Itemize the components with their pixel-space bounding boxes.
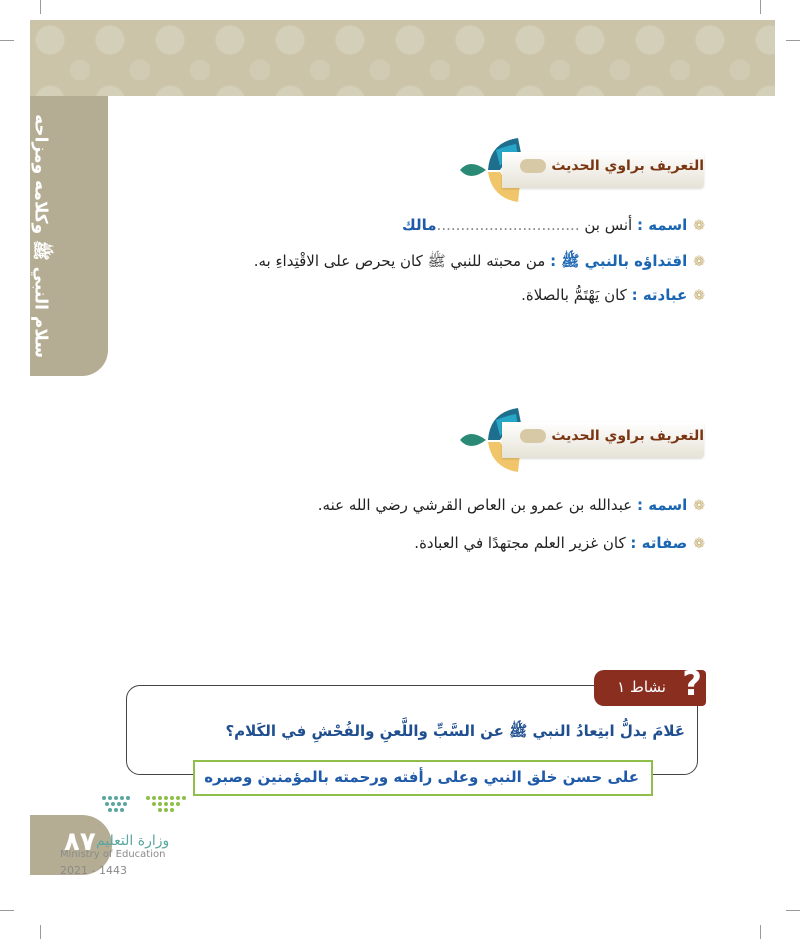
narrator-traits-line: ❁صفاته : كان غزير العلم مجتهدًا في العبادة.: [414, 534, 705, 552]
activity-answer-field[interactable]: [193, 760, 653, 796]
trim-mark: [0, 910, 14, 911]
trim-mark: [786, 40, 800, 41]
section-heading-text: التعريف براوي الحديث: [516, 428, 704, 444]
narrator-worship-line: ❁عبادته : كان يَهْتَمُّ بالصلاة.: [521, 286, 705, 304]
section-heading-text: التعريف براوي الحديث: [516, 158, 704, 174]
trim-mark: [760, 925, 761, 939]
section-heading-2: [460, 408, 710, 472]
flower-bullet-icon: ❁: [693, 254, 705, 270]
header-band: [30, 20, 775, 96]
trim-mark: [786, 910, 800, 911]
ministry-name-arabic: وزارة التعليم: [96, 833, 170, 849]
flower-bullet-icon: ❁: [693, 288, 705, 304]
ministry-logo-icon: [98, 792, 190, 818]
ministry-name-english: Ministry of Education: [60, 849, 166, 860]
narrator-following-line: ❁اقتداؤه بالنبي ﷺ : من محبته للنبي ﷺ كان يحرص على الاقْتِداءِ به.: [253, 252, 705, 270]
narrator-name-line: ❁اسمه : عبدالله بن عمرو بن العاص القرشي رضي الله عنه.: [317, 496, 705, 514]
honorific-seal-icon: [520, 159, 546, 173]
filled-answer: مالك: [402, 216, 437, 234]
flower-bullet-icon: ❁: [693, 536, 705, 552]
trim-mark: [40, 0, 41, 14]
flower-bullet-icon: ❁: [693, 218, 705, 234]
flower-bullet-icon: ❁: [693, 498, 705, 514]
activity-answer-text: على حسن خلق النبي وعلى رأفته ورحمته بالمؤمنين وصبره: [204, 768, 639, 786]
section-heading-1: [460, 138, 710, 202]
question-mark-icon: ?: [682, 664, 702, 704]
trim-mark: [760, 0, 761, 14]
page-number: ٨٧: [64, 827, 96, 857]
trim-mark: [40, 925, 41, 939]
honorific-seal-icon: [520, 429, 546, 443]
edition-year: 2021 - 1443: [60, 864, 127, 877]
activity-question: عَلامَ يدلُّ ابتِعادُ النبي ﷺ عن السَّبِّ واللَّعنِ والفُحْشِ في الكَلام؟: [225, 722, 685, 740]
activity-tag: نشاط ١ ?: [594, 670, 706, 706]
narrator-name-line: ❁اسمه : أنس بن ..............................مالك: [402, 216, 705, 234]
trim-mark: [0, 40, 14, 41]
